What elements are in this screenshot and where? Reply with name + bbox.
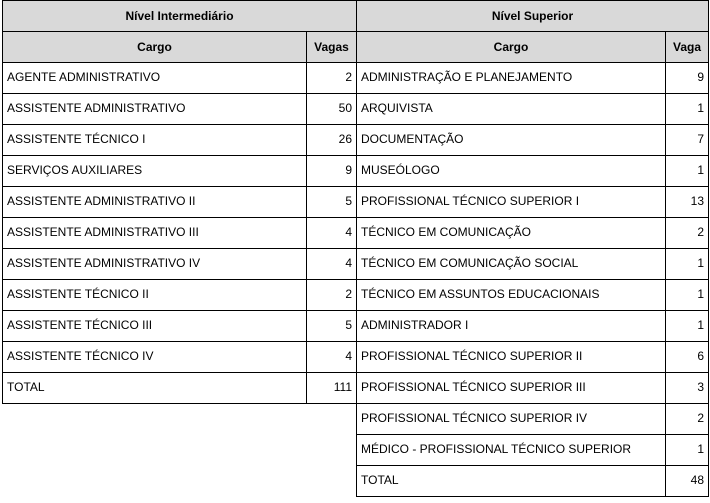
table-row [357, 187, 709, 218]
vagas-cell: 6 [666, 342, 709, 373]
cargo-cell: TÉCNICO EM ASSUNTOS EDUCACIONAIS [357, 280, 666, 311]
cargo-cell: SERVIÇOS AUXILIARES [3, 156, 307, 187]
column-header-cargo: Cargo [357, 32, 666, 63]
intermediate-level-table [2, 0, 357, 404]
vagas-cell: 13 [666, 187, 709, 218]
cargo-cell: ASSISTENTE ADMINISTRATIVO III [3, 218, 307, 249]
vagas-cell: 2 [666, 404, 709, 435]
table-row [3, 280, 357, 311]
vagas-cell: 1 [666, 249, 709, 280]
column-header-vagas: Vagas [307, 32, 357, 63]
table-row [357, 311, 709, 342]
table-row [357, 156, 709, 187]
cargo-cell: PROFISSIONAL TÉCNICO SUPERIOR II [357, 342, 666, 373]
table-row [3, 218, 357, 249]
table-row [357, 280, 709, 311]
vagas-cell: 2 [307, 63, 357, 94]
table-row [357, 249, 709, 280]
vagas-cell: 2 [666, 218, 709, 249]
cargo-cell: ASSISTENTE TÉCNICO II [3, 280, 307, 311]
cargo-cell: MUSEÓLOGO [357, 156, 666, 187]
cargo-cell: ADMINISTRAÇÃO E PLANEJAMENTO [357, 63, 666, 94]
column-header-cargo: Cargo [3, 32, 307, 63]
vagas-cell: 111 [307, 373, 357, 404]
table-row [357, 435, 709, 466]
vagas-cell: 4 [307, 342, 357, 373]
column-header-vaga: Vaga [666, 32, 709, 63]
cargo-cell: MÉDICO - PROFISSIONAL TÉCNICO SUPERIOR [357, 435, 666, 466]
vagas-cell: 4 [307, 249, 357, 280]
table-row [357, 218, 709, 249]
vagas-cell: 1 [666, 311, 709, 342]
vagas-cell: 5 [307, 311, 357, 342]
vagas-cell: 9 [307, 156, 357, 187]
vagas-cell: 1 [666, 435, 709, 466]
cargo-cell: ARQUIVISTA [357, 94, 666, 125]
vagas-cell: 4 [307, 218, 357, 249]
cargo-cell: TOTAL [3, 373, 307, 404]
vagas-cell: 48 [666, 466, 709, 497]
table-row [357, 404, 709, 435]
vagas-cell: 1 [666, 94, 709, 125]
table-row [3, 156, 357, 187]
cargo-cell: PROFISSIONAL TÉCNICO SUPERIOR III [357, 373, 666, 404]
superior-level-table [356, 0, 709, 497]
table-row [3, 311, 357, 342]
cargo-cell: ADMINISTRADOR I [357, 311, 666, 342]
vagas-cell: 5 [307, 187, 357, 218]
vagas-cell: 9 [666, 63, 709, 94]
table-row [357, 94, 709, 125]
cargo-cell: AGENTE ADMINISTRATIVO [3, 63, 307, 94]
table-title: Nível Superior [357, 1, 709, 32]
table-row [3, 249, 357, 280]
vagas-cell: 1 [666, 156, 709, 187]
cargo-cell: ASSISTENTE ADMINISTRATIVO II [3, 187, 307, 218]
table-title: Nível Intermediário [3, 1, 357, 32]
vagas-cell: 50 [307, 94, 357, 125]
table-row [357, 466, 709, 497]
vagas-cell: 26 [307, 125, 357, 156]
table-row [3, 63, 357, 94]
cargo-cell: ASSISTENTE TÉCNICO IV [3, 342, 307, 373]
cargo-cell: TÉCNICO EM COMUNICAÇÃO SOCIAL [357, 249, 666, 280]
table-row [357, 342, 709, 373]
cargo-cell: TÉCNICO EM COMUNICAÇÃO [357, 218, 666, 249]
cargo-cell: ASSISTENTE ADMINISTRATIVO IV [3, 249, 307, 280]
table-row [3, 342, 357, 373]
table-row [357, 63, 709, 94]
cargo-cell: ASSISTENTE TÉCNICO III [3, 311, 307, 342]
table-row [3, 94, 357, 125]
table-row [3, 187, 357, 218]
cargo-cell: ASSISTENTE TÉCNICO I [3, 125, 307, 156]
table-row [3, 125, 357, 156]
table-row [357, 373, 709, 404]
cargo-cell: PROFISSIONAL TÉCNICO SUPERIOR IV [357, 404, 666, 435]
vagas-cell: 7 [666, 125, 709, 156]
vagas-cell: 1 [666, 280, 709, 311]
table-row [3, 373, 357, 404]
table-row [357, 125, 709, 156]
vagas-cell: 3 [666, 373, 709, 404]
cargo-cell: ASSISTENTE ADMINISTRATIVO [3, 94, 307, 125]
vagas-cell: 2 [307, 280, 357, 311]
cargo-cell: TOTAL [357, 466, 666, 497]
cargo-cell: PROFISSIONAL TÉCNICO SUPERIOR I [357, 187, 666, 218]
cargo-cell: DOCUMENTAÇÃO [357, 125, 666, 156]
